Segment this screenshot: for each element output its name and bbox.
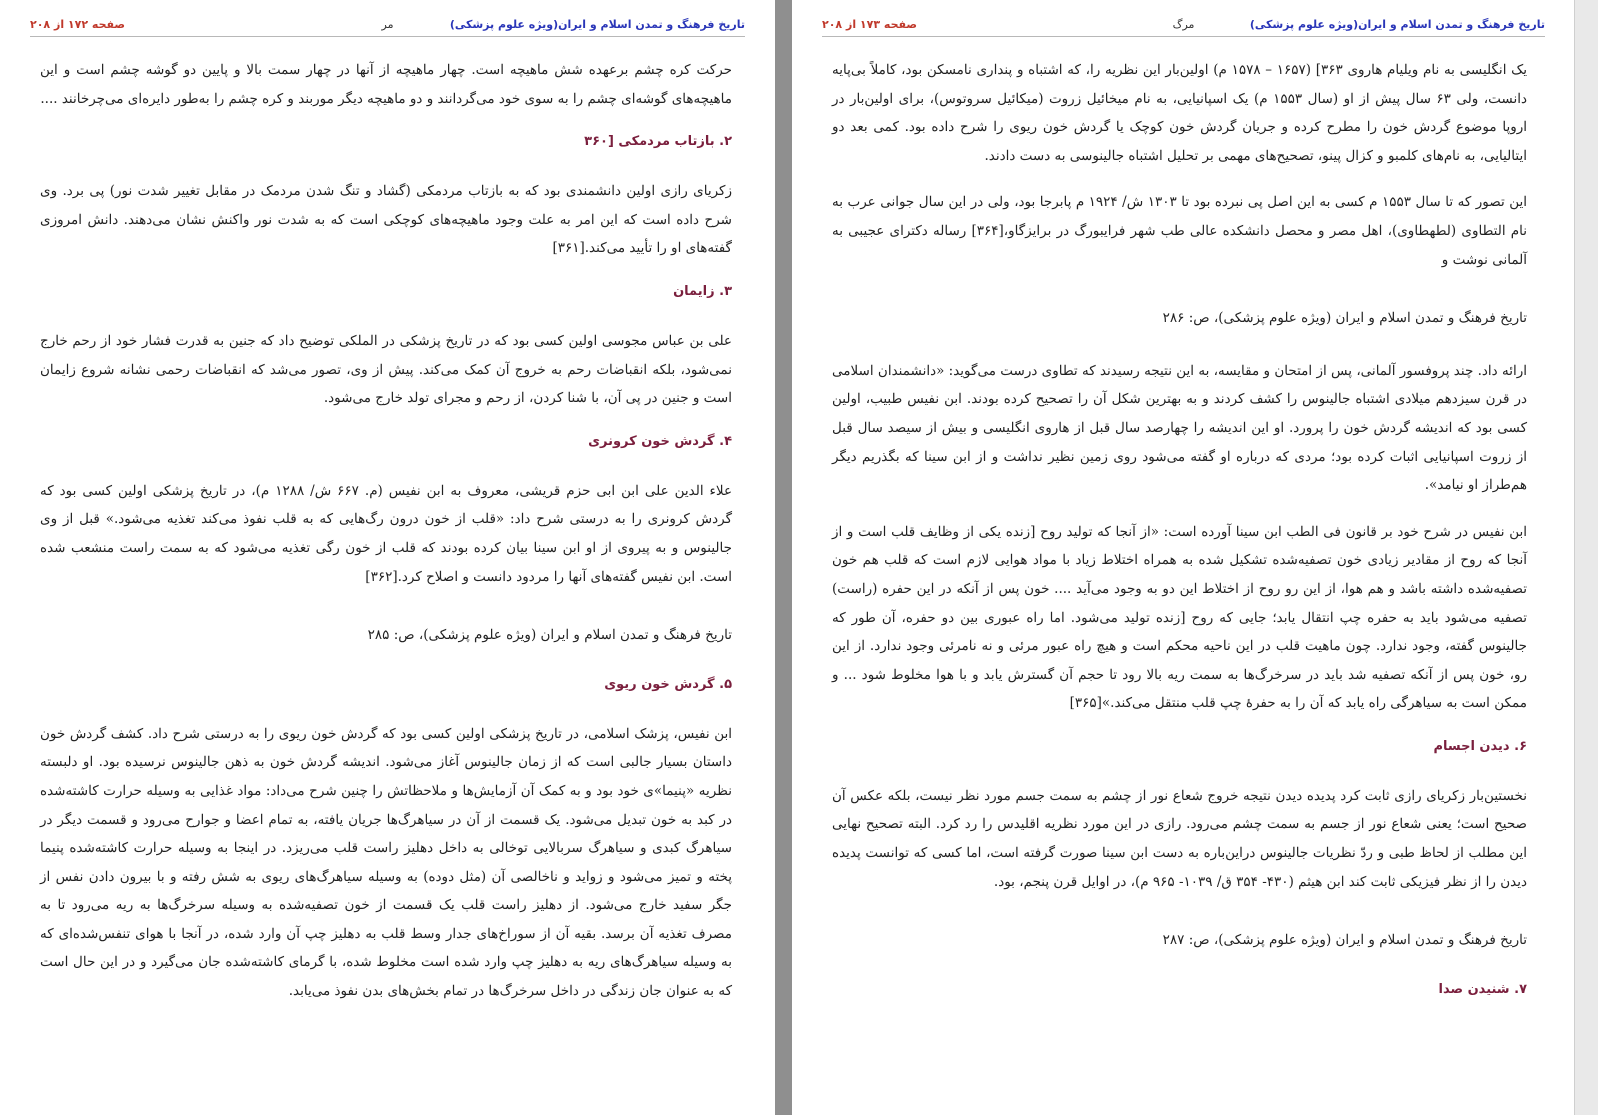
document-page-left [0,0,775,1115]
section-heading: ۲. بازتاب مردمکی [۳۶۰ [584,134,732,150]
page-content [832,56,1527,1025]
header-page-counter: صفحه ۱۷۲ از ۲۰۸ [30,18,126,31]
section-heading: ۶. دیدن اجسام [1433,738,1527,754]
body-paragraph: ابن نفیس، پزشک اسلامی، در تاریخ پزشکی اولین کسی بود که گردش خون ریوی را به درستی شرح داد. کشف گردش خون داستان بسیار جالبی است که از زمان جالینوس آغاز می‌شود. اندیشه گردش خون به ذهن جالینوس نرسیده بود. او دلبسته نظریه «پنیما»ی خود بود و به کمک آن آزمایش‌ها و ملاحظاتش را چنین شرح می‌داد: مواد غذایی به وسیله حرارت کاشته‌شده در کبد به خون تبدیل می‌شود. یک قسمت از آن در سیاهرگ‌ها جریان یافته، به تمام اعضا و جوارح می‌رود و قسمت دیگر در سیاهرگ کبدی و سیاهرگ سربالایی توخالی به داخل دهلیز راست قلب می‌ریزد. در اینجا به وسیله حرارت کاشته‌شده پنیما پخته و تمیز می‌شود و زواید و ناخالصی آن (مثل دوده) به وسیله سیاهرگ‌های ریوی به شش رفته و با بیرون دادن نفس از جگر سفید خارج می‌شود. از دهلیز راست قلب یک قسمت از خون تصفیه‌شده به وسیله سرخرگ‌ها به ریه می‌رود تا به مصرف تغذیه آن برسد. بقیه آن از سوراخ‌های جدار وسط قلب به دهلیز چپ آن وارد شده، در آنجا با هوای تنفس‌شده‌ای که به وسیله سیاهرگ‌های ریه به دهلیز چپ وارد شده است مخلوط شده، با گرمای کاشته‌شده جان می‌گیرد و در این حال است که به عنوان جان زندگی در داخل سرخرگ‌ها در تمام بخش‌های بدن نفوذ می‌یابد. [40,725,732,1000]
header-page-counter: صفحه ۱۷۳ از ۲۰۸ [822,18,918,31]
header-book-title: تاریخ فرهنگ و تمدن اسلام و ایران(ویژه علوم پزشکی) [449,18,745,31]
body-paragraph: این تصور که تا سال ۱۵۵۳ م کسی به این اصل پی نبرده بود تا ۱۳۰۳ ش/ ۱۹۲۴ م پابرجا بود، ولی در این سال جوانی عرب به نام التطاوی (لطهطاوی)، اهل مصر و محصل دانشکده عالی طب شهر فرایبورگ در برایزگاو،[۳۶۴] رساله دکترای عجیبی به آلمانی نوشت و [832,194,1528,268]
body-paragraph: یک انگلیسی به نام ویلیام هاروی ۳۶۳] (۱۶۵۷ – ۱۵۷۸ م) اولین‌بار این نظریه را، که اشتباه و پنداری نامسکن بود، کاملاً بی‌پایه دانست، ولی ۶۳ سال پیش از او (سال ۱۵۵۳ م) یک اسپانیایی، به نام میخائیل زروت (میکائیل سروتوس)، برای اولین‌بار در اروپا موضوع گردش خون را مطرح کرده و جریان گردش خون کوچک یا گردش خون ریوی را شرح داده بود. کمی بعد دو ایتالیایی، به نام‌های کلمبو و کزال پینو، تصحیح‌های مهمی بر تحلیل اشتباه جالینوسی به دست دادند. [832,62,1527,164]
section-heading: ۴. گردش خون کرونری [588,433,732,449]
section-heading: ۳. زایمان [673,283,732,299]
source-citation: تاریخ فرهنگ و تمدن اسلام و ایران (ویژه علوم پزشکی)، ص: ۲۸۷ [1162,932,1527,949]
page-header [822,14,1545,37]
page-content [40,56,732,1024]
section-heading: ۷. شنیدن صدا [1438,981,1527,997]
section-heading: ۵. گردش خون ریوی [604,676,732,692]
source-citation: تاریخ فرهنگ و تمدن اسلام و ایران (ویژه علوم پزشکی)، ص: ۲۸۶ [1162,310,1527,327]
body-paragraph: حرکت کره چشم برعهده شش ماهیچه است. چهار ماهیچه از آنها در چهار سمت بالا و پایین دو گوشه چشم است و این ماهیچه‌های گوشه‌ای چشم را به سوی خود می‌گردانند و دو ماهیچه دیگر موربند و کره چشم را به‌طور دایره‌ای می‌چرخانند .... [40,62,732,107]
body-paragraph: علی بن عباس مجوسی اولین کسی بود که در تاریخ پزشکی در الملکی توضیح داد که جنین به قدرت فشار خود از رحم خارج نمی‌شود، بلکه انقباضات رحم به خروج آن کمک می‌کند. پیش از وی، تصور می‌شد که انقباضات رحمی نشانه شروع زایمان است و جنین در پی آن، با شنا کردن، از رحم و مجرای تولد خارج می‌شود. [40,332,732,407]
header-chapter: مرگ [1172,18,1195,31]
body-paragraph: ابن نفیس در شرح خود بر قانون فی الطب ابن سینا آورده است: «از آنجا که تولید روح [زنده یکی از وظایف قلب است و از آنجا که روح از مقادیر زیادی خون تصفیه‌شده تشکیل شده به همراه اختلاط زیاد با مواد هوایی لازم است که قلب هم خون تصفیه‌شده داشته باشد و هم هوا، از این رو روح از اختلاط این دو به وجود می‌آید .... خون پس از آنکه در این حفره (راست) تصفیه می‌شود باید به حفره چپ انتقال یابد؛ جایی که روح [زنده تولید می‌شود. اما راه عبوری بین دو حفره، آن طور که جالینوس گفته، وجود ندارد. چون ماهیت قلب در این ناحیه محکم است و هیچ راه عبور مرئی و نه نامرئی وجود ندارد. از این رو، خون پس از آنکه تصفیه شد باید در سرخرگ‌ها به سمت ریه بالا رود تا حجم آن گسترش یابد و با هوا مخلوط شود ... و ممکن است به سیاهرگی راه یابد که آن را به حفرهٔ چپ قلب منتقل می‌کند.»[۳۶۵] [832,523,1527,712]
page-gutter [775,0,792,1115]
page-header [30,14,745,37]
body-paragraph: زکریای رازی اولین دانشمندی بود که به بازتاب مردمکی (گشاد و تنگ شدن مردمک در مقابل تغییر شدت نور) پی برد. وی شرح داده است که این امر به علت وجود ماهیچه‌های کوچکی است که به شدت نور واکنش نشان می‌دهند. دانش امروزی گفته‌های او را تأیید می‌کند.[۳۶۱] [40,183,732,257]
header-book-title: تاریخ فرهنگ و تمدن اسلام و ایران(ویژه علوم پزشکی) [1249,18,1545,31]
body-paragraph: علاء الدین علی ابن ابی حزم قریشی، معروف به ابن نفیس (م. ۶۶۷ ش/ ۱۲۸۸ م)، در تاریخ پزشکی اولین کسی بود که گردش کرونری را به درستی شرح داد: «قلب از خون درون رگ‌هایی که به قلب نفوذ می‌کند تغذیه می‌شود.» قبل از وی جالینوس و به پیروی از او ابن سینا بیان کرده بودند که قلب از خون رگی تغذیه می‌شود که به سمت راست منشعب شده است. ابن نفیس گفته‌های آنها را مردود دانست و اصلاح کرد.[۳۶۲] [40,482,733,585]
source-citation: تاریخ فرهنگ و تمدن اسلام و ایران (ویژه علوم پزشکی)، ص: ۲۸۵ [367,627,732,644]
vertical-scrollbar[interactable] [1574,0,1598,1115]
document-page-right [792,0,1575,1115]
body-paragraph: نخستین‌بار زکریای رازی ثابت کرد پدیده دیدن نتیجه خروج شعاع نور از چشم به سمت جسم مورد نظر نیست، بلکه عکس آن صحیح است؛ یعنی شعاع نور از جسم به سمت چشم می‌رود. رازی در این مورد نظریه اقلیدس را رد کرد. البته تصحیح نهایی این مطلب از لحاظ طبی و ردّ نظریات جالینوس دراین‌باره به دست ابن سینا صورت گرفته است، اما کسی که توانست پدیده دیدن را از نظر فیزیکی ثابت کند ابن هیثم (۴۳۰- ۳۵۴ ق/ ۱۰۳۹- ۹۶۵ م)، در اوایل قرن پنجم، بود. [832,787,1527,890]
header-chapter: مر [381,18,394,31]
body-paragraph: ارائه داد. چند پروفسور آلمانی، پس از امتحان و مقایسه، به این نتیجه رسیدند که تطاوی درست می‌گوید: «دانشمندان اسلامی در قرن سیزدهم میلادی اشتباه جالینوس را کشف کردند و به بهترین شکل آن را تصحیح کرده بودند. ابن نفیس طبیب، اولین کسی بود که اندیشه گردش خون را پرورد. او این اندیشه را چهارصد سال قبل از هاروی انگلیسی و بیش از سیصد سال قبل از زروت اسپانیایی اثبات کرده بود؛ مردی که درباره او گفته می‌شود روی زمین نظیر نداشت و از ابن سینا که بگذریم دیگر هم‌طراز او نیامد». [832,362,1527,494]
